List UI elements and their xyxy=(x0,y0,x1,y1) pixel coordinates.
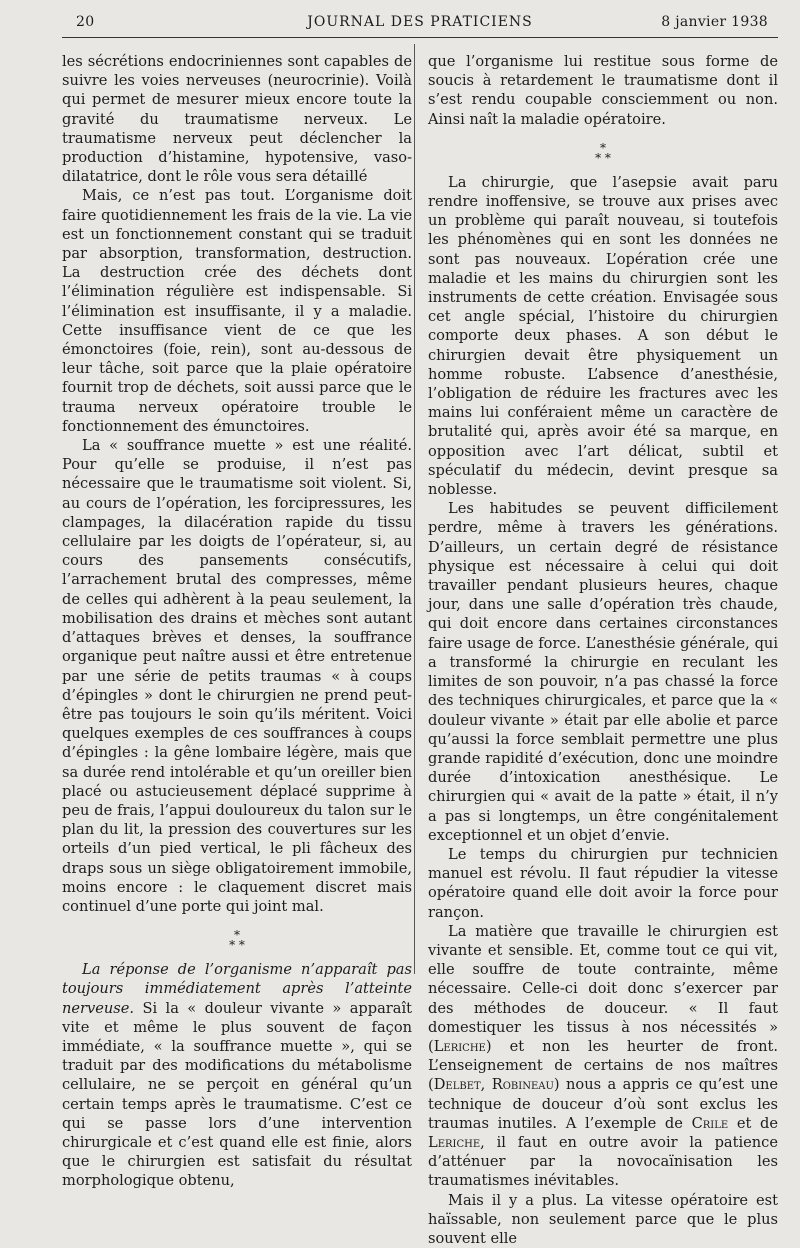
paragraph xyxy=(62,960,412,1190)
page-number: 20 xyxy=(76,14,95,30)
asterism-bottom: * * xyxy=(229,938,245,953)
paragraph-text: et de xyxy=(728,1114,778,1132)
paragraph: Mais, ce n’est pas tout. L’organisme doit faire quotidiennement les frais de la vie. La vie est un fonctionnement constant qui se traduit par absorption, transformation, destruction. La destruction crée des déchets dont l’élimination régulière est indispensable. Si l’élimination est insuffisante, il y a maladie. Cette insuffisance vient de ce que les émonctoires (foie, rein), sont au-dessous de leur tâche, soit parce que la plaie opératoire fournit trop de déchets, soit aussi parce que le trauma nerveux opératoire trouble le fonctionnement des émunctoires. xyxy=(62,187,412,435)
paragraph: que l’organisme lui restitue sous forme de soucis à retardement le traumatisme dont il s’est rendu coupable consciemment ou non. Ainsi naît la maladie opératoire. xyxy=(428,53,778,128)
paragraph: La « souffrance muette » est une réalité. Pour qu’elle se produise, il n’est pas nécessaire que le traumatisme soit violent. Si, au cours de l’opération, les forcipressures, les clampages, la dilacération rapide du tissu cellulaire par les doigts de l’opérateur, si, au cours des pansements consécutifs, l’arrachement brutal des compresses, même de celles qui adhèrent à la peau seulement, la mobilisation des drains et mèches sont autant d’attaques brèves et denses, la souffrance organique peut naître aussi et être entretenue par une série de petits traumas « à coups d’épingles » dont le chirurgien ne prend peut-être pas toujours le soin qu’ils méritent. Voici quelques exemples de ces souffrances à coups d’épingles : la gêne lombaire légère, mais que sa durée rend intolérable et qu’un oreiller bien placé ou astucieusement déplacé supprime à peu de frais, l’appui douloureux du talon sur le plan du lit, la pression des couvertures sur les orteils d’un pied vertical, le pli fâcheux des draps sous un siège obligatoirement immobile, moins encore : le claquement discret mais continuel d’une porte qui joint mal. xyxy=(62,437,412,915)
journal-title: JOURNAL DES PRATICIENS xyxy=(307,14,533,30)
author-name: Leriche xyxy=(433,1037,486,1055)
left-column xyxy=(62,52,412,1191)
page-header xyxy=(62,14,778,38)
paragraph-text: ) et non les heurter de front. L’enseignement de certains de nos maîtres ( xyxy=(428,1037,778,1094)
author-name: Leriche xyxy=(428,1133,481,1151)
section-asterism xyxy=(428,140,778,165)
paragraph: Mais il y a plus. La vitesse opératoire est haïssable, non seulement parce que le plus souvent elle xyxy=(428,1191,778,1247)
asterism-bottom: * * xyxy=(595,150,611,165)
paragraph-text: ) nous a appris ce qu’est une technique de douceur d’où sont exclus les traumas inutiles. A l’exemple de xyxy=(428,1076,779,1132)
paragraph-text: , il faut en outre avoir la patience d’atténuer par la novocaïnisation les traumatismes inévitables. xyxy=(428,1133,778,1190)
issue-date: 8 janvier 1938 xyxy=(661,14,768,30)
paragraph xyxy=(428,922,778,1191)
header-rule xyxy=(62,37,778,38)
paragraph: Les habitudes se peuvent difficilement perdre, même à travers les générations. D’ailleurs, un certain degré de résistance physique est nécessaire à celui qui doit travailler pendant plusieurs heures, chaque jour, dans une salle d’opération très chaude, qui doit encore dans certaines circonstances faire usage de force. L’anesthésie générale, qui a transformé la chirurgie en reculant les limites de son pouvoir, n’a pas chassé la force des techniques chirurgicales, et parce que la « douleur vivante » était par elle abolie et parce qu’aussi la force semblait permettre une plus grande rapidité d’exécution, donc une moindre durée d’intoxication anesthésique. Le chirurgien qui « avait de la patte » était, il n’y a pas si longtemps, un être congénitalement exceptionnel et un objet d’envie. xyxy=(428,500,778,844)
right-column xyxy=(428,52,778,1248)
paragraph: La chirurgie, que l’asepsie avait paru rendre inoffensive, se trouve aux prises avec un problème qui paraît nouveau, si toutefois les phénomènes qui en sont les données ne sont pas nouveaux. L’opération crée une maladie et les mains du chirurgien sont les instruments de cette création. Envisagée sous cet angle spécial, l’histoire du chirurgien comporte deux phases. A son début le chirurgien devait être physiquement un homme robuste. L’absence d’anesthésie, l’obligation de réduire les fractures avec les mains lui conféraient même un caractère de brutalité qui, après avoir été sa marque, en opposition avec l’art délicat, subtil et spéculatif du médecin, devint presque sa noblesse. xyxy=(428,173,778,499)
author-name: Delbet xyxy=(433,1076,481,1094)
paragraph: les sécrétions endocriniennes sont capables de suivre les voies nerveuses (neurocrinie). Voilà qui permet de mesurer mieux encore toute la gravité du traumatisme nerveux. Le traumatisme nerveux peut déclencher la production d’histamine, hypotensive, vaso-dilatatrice, dont le rôle vous sera détaillé xyxy=(62,53,412,186)
author-name: Robineau xyxy=(491,1076,554,1094)
section-asterism xyxy=(62,928,412,953)
author-name: Crile xyxy=(691,1114,729,1132)
paragraph-text: , xyxy=(480,1076,492,1094)
paragraph: Le temps du chirurgien pur technicien manuel est révolu. Il faut répudier la vitesse opératoire quand elle doit avoir la force pour rançon. xyxy=(428,845,778,921)
asterism-top: * xyxy=(600,140,606,155)
paragraph-text: Si la « douleur vivante » apparaît vite et même le plus souvent de façon immédiate, « la souffrance muette », qui se traduit par des modifications du métabolisme cellulaire, ne se perçoit en général qu’un certain temps après le traumatisme. C’est ce qui se passe lors d’une intervention chirurgicale et c’est quand elle est finie, alors que le chirurgien est satisfait du résultat morphologique obtenu, xyxy=(62,999,412,1190)
italic-lead: La réponse de l’organisme n’apparaît pas toujours immédiatement après l’atteinte nerveuse. xyxy=(62,961,412,1017)
column-separator xyxy=(414,44,415,974)
asterism-top: * xyxy=(234,928,240,943)
paragraph-text: La matière que travaille le chirurgien est vivante et sensible. Et, comme tout ce qui vit, elle souffre de toute contrainte, même nécessaire. Celle-ci doit donc s’exercer par des méthodes de douceur. « Il faut domestiquer les tissus à nos nécessités » ( xyxy=(428,922,778,1055)
